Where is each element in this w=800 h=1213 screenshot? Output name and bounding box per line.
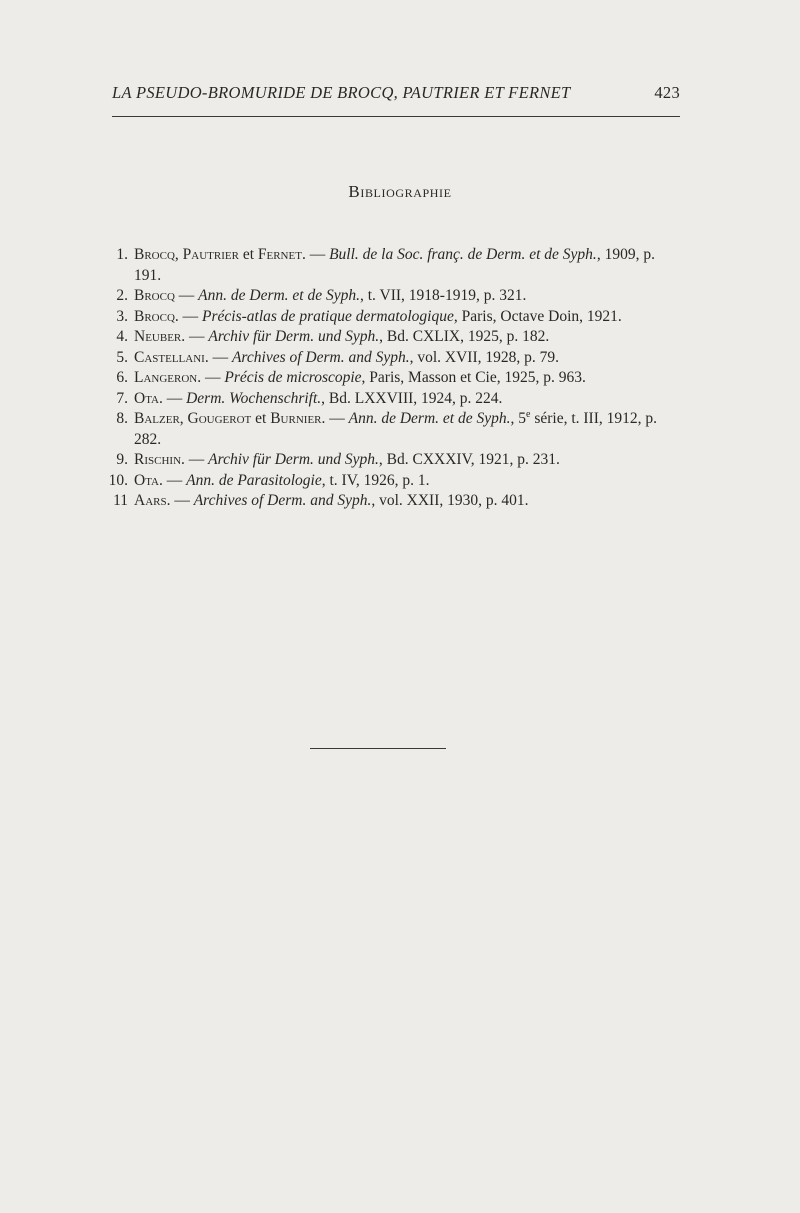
entry-author: Rischin bbox=[134, 451, 182, 468]
entry-author: Brocq, Pautrier bbox=[134, 246, 239, 263]
entry-text: . — bbox=[321, 410, 349, 427]
bibliography-entry bbox=[112, 491, 680, 512]
bibliography-entry bbox=[112, 286, 680, 307]
entry-text: , Paris, Octave Doin, 1921. bbox=[453, 307, 622, 325]
entry-text: . — bbox=[204, 348, 232, 366]
entry-number: 11 bbox=[113, 492, 128, 509]
entry-journal: Ann. de Derm. et de Syph. bbox=[348, 410, 511, 427]
entry-journal: Ann. de Derm. et de Syph. bbox=[198, 287, 360, 304]
entry-text: . — bbox=[174, 307, 203, 325]
entry-author: Burnier bbox=[270, 410, 322, 427]
bibliography-entry bbox=[112, 450, 680, 471]
entry-text: , Bd. CXXXIV, 1921, p. 231. bbox=[378, 451, 560, 468]
entry-journal: Archives of Derm. and Syph. bbox=[193, 492, 372, 509]
entry-text: et bbox=[251, 410, 271, 427]
entry-text: . — bbox=[181, 328, 209, 345]
bibliography-entry bbox=[112, 327, 680, 348]
entry-journal: Archiv für Derm. und Syph. bbox=[208, 451, 379, 468]
entry-text: . — bbox=[158, 389, 187, 407]
entry-journal: Bull. de la Soc. franç. de Derm. et de Syph. bbox=[329, 246, 597, 263]
entry-author: Neuber bbox=[134, 328, 182, 345]
entry-text: . — bbox=[181, 451, 209, 468]
header-rule bbox=[112, 116, 680, 117]
entry-journal: Archiv für Derm. und Syph. bbox=[208, 328, 380, 345]
bibliography-list bbox=[108, 245, 680, 512]
entry-journal: Précis de microscopie bbox=[224, 369, 362, 386]
entry-number: 9. bbox=[116, 451, 128, 468]
entry-text: , Paris, Masson et Cie, 1925, p. 963. bbox=[361, 369, 586, 386]
entry-author: Ota bbox=[134, 389, 159, 407]
entry-text: . — bbox=[166, 492, 194, 509]
bibliography-entry bbox=[112, 307, 680, 328]
entry-text: et bbox=[238, 246, 258, 263]
entry-author: Langeron bbox=[134, 369, 198, 386]
entry-number: 3. bbox=[116, 307, 128, 325]
entry-text: e bbox=[525, 408, 531, 420]
entry-author: Castellani bbox=[134, 348, 205, 366]
running-head-title: LA PSEUDO-BROMURIDE DE BROCQ, PAUTRIER ET FERNET bbox=[112, 83, 571, 102]
entry-number: 1. bbox=[116, 246, 128, 263]
end-rule bbox=[310, 748, 446, 749]
entry-author: Balzer, Gougerot bbox=[134, 410, 252, 427]
entry-text: . — bbox=[197, 369, 225, 386]
entry-author: Brocq bbox=[134, 287, 175, 304]
entry-number: 4. bbox=[116, 328, 128, 345]
entry-author: Aars bbox=[134, 492, 167, 509]
entry-text: , vol. XVII, 1928, p. 79. bbox=[409, 348, 559, 366]
entry-text: série, t. III, 1912, p. 282. bbox=[134, 410, 657, 448]
entry-number: 2. bbox=[116, 287, 128, 304]
entry-author: Brocq bbox=[134, 307, 175, 325]
entry-journal: Précis-atlas de pratique dermatologique bbox=[202, 307, 454, 325]
entry-number: 5. bbox=[116, 348, 128, 366]
entry-journal: Archives of Derm. and Syph. bbox=[231, 348, 410, 366]
entry-text: — bbox=[174, 287, 199, 304]
bibliography-entry bbox=[112, 368, 680, 389]
entry-text: , t. IV, 1926, p. 1. bbox=[321, 471, 430, 489]
section-title: Bibliographie bbox=[348, 182, 452, 201]
entry-number: 8. bbox=[116, 410, 128, 427]
entry-text: , 1909, p. 191. bbox=[134, 246, 655, 284]
bibliography-entry bbox=[108, 471, 680, 492]
entry-text: , 5 bbox=[510, 410, 526, 427]
entry-author: Ota bbox=[134, 471, 159, 489]
bibliography-entry bbox=[112, 348, 680, 369]
entry-text: . — bbox=[301, 246, 330, 263]
entry-number: 7. bbox=[116, 389, 128, 407]
entry-text: , vol. XXII, 1930, p. 401. bbox=[371, 492, 529, 509]
bibliography-entry bbox=[112, 409, 680, 450]
entry-text: , t. VII, 1918-1919, p. 321. bbox=[360, 287, 527, 304]
page-number: 423 bbox=[654, 83, 680, 102]
bibliography-entry bbox=[112, 245, 680, 286]
entry-text: . — bbox=[158, 471, 187, 489]
entry-text: , Bd. LXXVIII, 1924, p. 224. bbox=[321, 389, 503, 407]
bibliography-entry bbox=[112, 389, 680, 410]
entry-number: 10. bbox=[108, 471, 128, 489]
entry-journal: Derm. Wochenschrift. bbox=[186, 389, 322, 407]
entry-journal: Ann. de Parasitologie bbox=[186, 471, 322, 489]
entry-text: , Bd. CXLIX, 1925, p. 182. bbox=[379, 328, 550, 345]
entry-author: Fernet bbox=[257, 246, 302, 263]
entry-number: 6. bbox=[116, 369, 128, 386]
